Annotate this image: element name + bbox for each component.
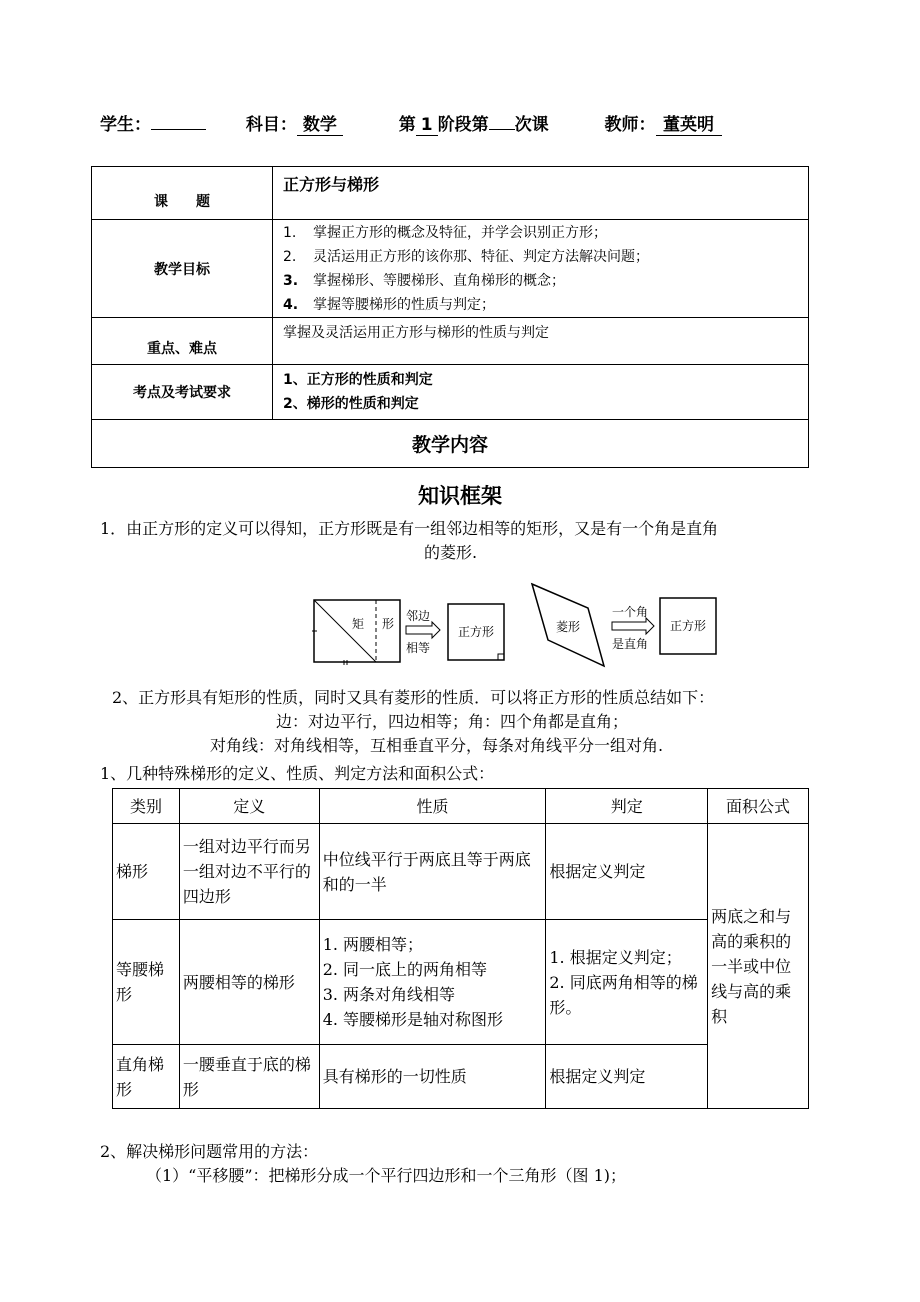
stage-mid: 阶段第 [437, 115, 489, 135]
subject-label: 科目： [245, 115, 297, 135]
key-label: 重点、难点 [92, 318, 273, 365]
rhombus-figure [532, 584, 604, 666]
criteria-item: 1. 根据定义判定； [549, 947, 682, 967]
rect-label-a: 矩 [352, 617, 365, 631]
lesson-blank [489, 129, 515, 130]
rect-label-b: 形 [382, 617, 395, 631]
col-header-property: 性质 [319, 789, 546, 824]
row-category: 等腰梯形 [113, 920, 180, 1045]
para2-line1: 2、正方形具有矩形的性质，同时又具有菱形的性质．可以将正方形的性质总结如下： [112, 688, 715, 707]
result2: 正方形 [669, 619, 707, 633]
row-criteria-list [546, 920, 708, 1045]
teacher-label: 教师： [604, 115, 656, 135]
para3: 1、几种特殊梯形的定义、性质、判定方法和面积公式： [100, 764, 495, 783]
col-header-area: 面积公式 [708, 789, 809, 824]
lesson-info-table [91, 166, 809, 468]
goals-list [283, 221, 798, 317]
property-item: 1. 两腰相等； [322, 935, 424, 954]
key-value: 掌握及灵活运用正方形与梯形的性质与判定 [273, 318, 809, 365]
row-criteria: 根据定义判定 [546, 1045, 708, 1109]
result1: 正方形 [457, 625, 495, 639]
row-property: 具有梯形的一切性质 [319, 1045, 546, 1109]
table-row [113, 1045, 809, 1109]
para2-line2: 边：对边平行，四边相等；角：四个角都是直角； [276, 712, 629, 731]
col-header-category: 类别 [113, 789, 180, 824]
row-definition: 一腰垂直于底的梯形 [179, 1045, 319, 1109]
square-figure-1 [448, 604, 504, 660]
goal-item: 2. 灵活运用正方形的该你那、特征、判定方法解决问题； [283, 248, 649, 265]
stage-value: 1 [416, 115, 438, 136]
lesson-suffix: 次课 [514, 115, 549, 135]
square-figure-2 [660, 598, 716, 654]
header-line [100, 110, 722, 136]
para2-line3: 对角线：对角线相等，互相垂直平分，每条对角线平分一组对角. [210, 736, 664, 755]
arrow2-bottom: 是直角 [612, 637, 649, 651]
table-row [113, 920, 809, 1045]
row-definition: 两腰相等的梯形 [179, 920, 319, 1045]
row-property: 中位线平行于两底且等于两底和的一半 [319, 824, 546, 920]
exam-label: 考点及考试要求 [92, 365, 273, 420]
exam-item: 1、正方形的性质和判定 [283, 372, 433, 388]
rectangle-figure [312, 600, 400, 665]
exam-item: 2、梯形的性质和判定 [283, 396, 419, 412]
col-header-definition: 定义 [179, 789, 319, 824]
para4: 2、解决梯形问题常用的方法： [100, 1142, 319, 1161]
trapezoid-table [112, 788, 809, 1109]
exam-cell [273, 365, 809, 420]
goal-item: 1. 掌握正方形的概念及特征，并学会识别正方形； [283, 224, 607, 241]
goals-label: 教学目标 [92, 220, 273, 318]
goal-item: 4. 掌握等腰梯形的性质与判定； [283, 296, 495, 313]
property-item: 4. 等腰梯形是轴对称图形 [322, 1010, 504, 1029]
arrow1-bottom: 相等 [406, 641, 431, 655]
student-label: 学生： [100, 115, 151, 135]
para1-line1: 1．由正方形的定义可以得知，正方形既是有一组邻边相等的矩形，又是有一个角是直角 [100, 519, 719, 538]
row-definition: 一组对边平行而另一组对边不平行的四边形 [179, 824, 319, 920]
row-category: 直角梯形 [113, 1045, 180, 1109]
property-item: 3. 两条对角线相等 [322, 985, 456, 1004]
topic-value: 正方形与梯形 [273, 167, 809, 220]
row-properties [319, 920, 546, 1045]
section-title: 知识框架 [418, 483, 502, 508]
row-criteria: 根据定义判定 [546, 824, 708, 920]
para1-line2: 的菱形. [424, 543, 478, 562]
subject-value: 数学 [297, 110, 343, 136]
area-formula: 两底之和与高的乘积的一半或中位线与高的乘积 [708, 824, 809, 1109]
rhombus-label: 菱形 [555, 620, 581, 634]
teacher-value: 董英明 [656, 110, 722, 136]
stage-prefix: 第 [398, 115, 416, 135]
criteria-item: 2. 同底两角相等的梯形。 [549, 972, 698, 1017]
arrow-2 [612, 605, 654, 651]
para5: （1）“平移腰”：把梯形分成一个平行四边形和一个三角形（图 1)； [146, 1166, 627, 1185]
arrow1-top: 邻边 [406, 609, 431, 623]
arrow-1 [406, 608, 440, 655]
goals-cell [273, 220, 809, 318]
goal-item: 3. 掌握梯形、等腰梯形、直角梯形的概念； [283, 272, 565, 289]
topic-label: 课 题 [92, 167, 273, 220]
col-header-criteria: 判定 [546, 789, 708, 824]
square-diagram [300, 576, 730, 668]
table-row [113, 824, 809, 920]
content-title: 教学内容 [92, 420, 809, 468]
student-blank [151, 129, 206, 130]
arrow2-top: 一个角 [612, 605, 649, 619]
property-item: 2. 同一底上的两角相等 [322, 960, 488, 979]
row-category: 梯形 [113, 824, 180, 920]
